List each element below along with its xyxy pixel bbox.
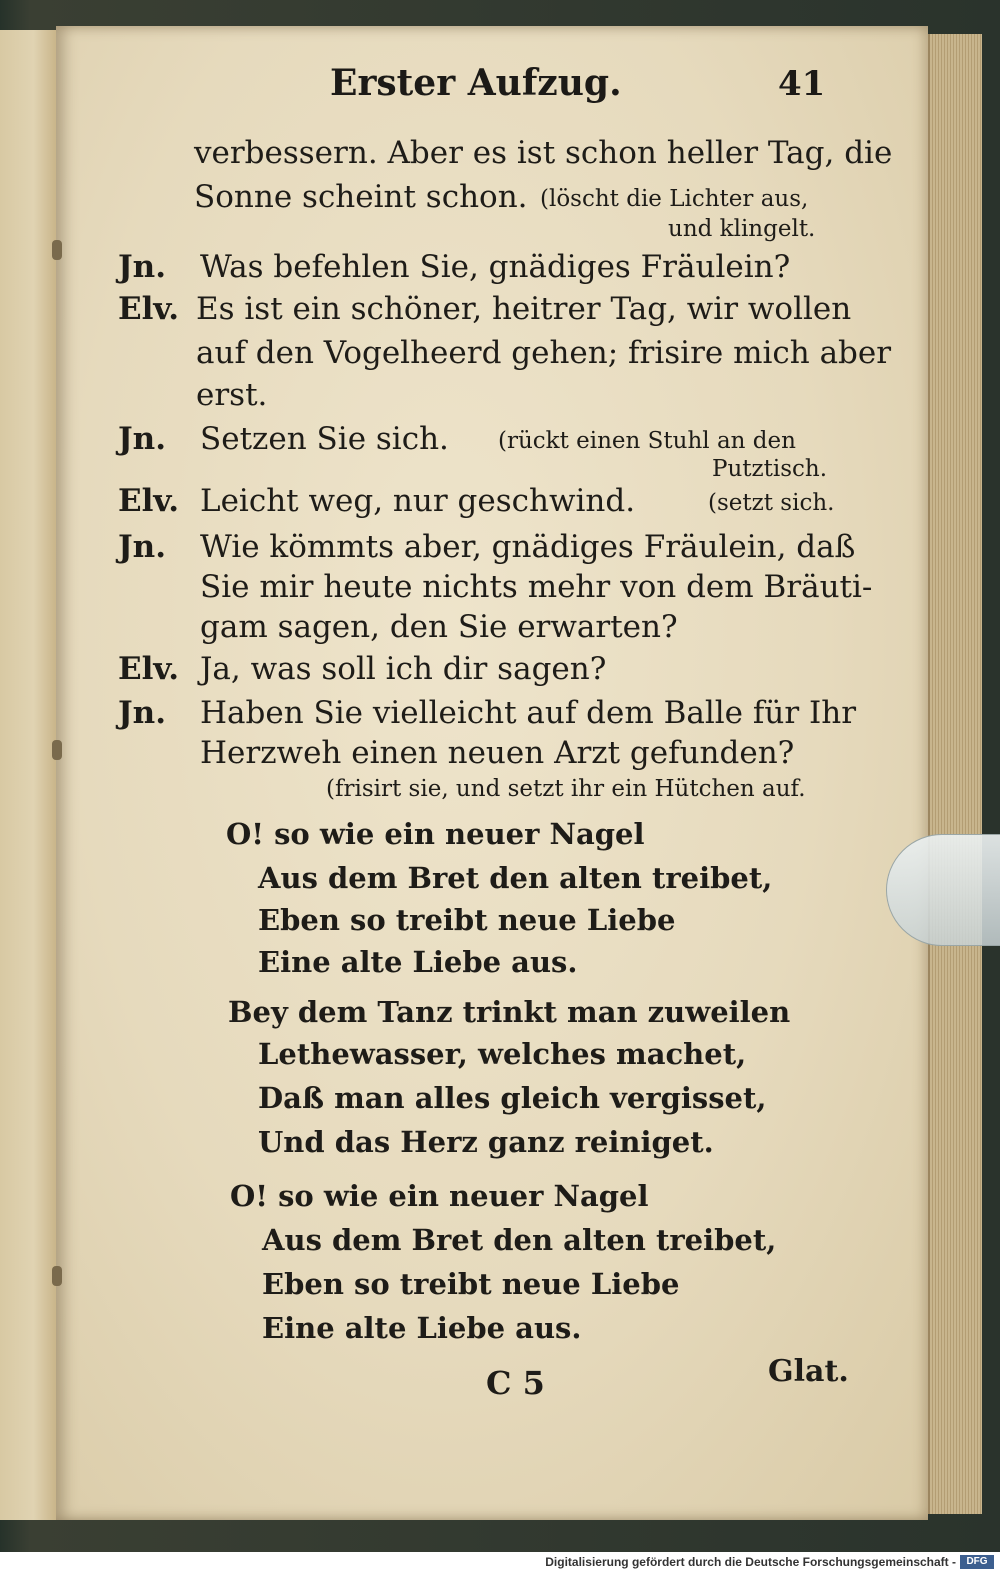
text-line: Ja, was soll ich dir sagen? — [200, 651, 607, 687]
stage-direction: und klingelt. — [668, 216, 816, 242]
speaker-label: Jn. — [118, 249, 166, 285]
page-number: 41 — [778, 64, 826, 104]
speaker-label: Jn. — [118, 529, 166, 565]
speaker-label: Elv. — [118, 291, 180, 327]
stage-direction: Putztisch. — [712, 456, 828, 482]
text-line: erst. — [196, 377, 268, 413]
signature-mark: C 5 — [486, 1364, 545, 1402]
text-line: Es ist ein schöner, heitrer Tag, wir wollen — [196, 291, 852, 327]
stage-direction: (rückt einen Stuhl an den — [498, 428, 796, 454]
verse-line: Eben so treibt neue Liebe — [262, 1267, 680, 1301]
speaker-label: Elv. — [118, 483, 180, 519]
running-title: Erster Aufzug. — [330, 62, 622, 104]
text-line: auf den Vogelheerd gehen; frisire mich aber — [196, 335, 892, 371]
text-line: Leicht weg, nur geschwind. — [200, 483, 636, 519]
text-line: Herzweh einen neuen Arzt gefunden? — [200, 735, 795, 771]
verse-line: O! so wie ein neuer Nagel — [226, 817, 645, 851]
book-clip — [886, 834, 1000, 946]
stage-direction: (setzt sich. — [708, 490, 835, 516]
text-line: Sie mir heute nichts mehr von dem Bräuti- — [200, 569, 873, 605]
verse-line: Lethewasser, welches machet, — [258, 1037, 747, 1071]
binding-thread — [52, 1266, 62, 1286]
binding-thread — [52, 740, 62, 760]
verse-line: Daß man alles gleich vergisset, — [258, 1081, 767, 1115]
stage-direction: (frisirt sie, und setzt ihr ein Hütchen auf. — [326, 776, 806, 802]
dfg-logo-icon: DFG — [960, 1555, 994, 1569]
facing-page-edge — [0, 30, 58, 1520]
stage-direction: (löscht die Lichter aus, — [540, 186, 809, 212]
speaker-label: Jn. — [118, 421, 166, 457]
text-line: gam sagen, den Sie erwarten? — [200, 609, 678, 645]
verse-line: Aus dem Bret den alten treibet, — [262, 1223, 777, 1257]
verse-line: O! so wie ein neuer Nagel — [230, 1179, 649, 1213]
text-line: Setzen Sie sich. — [200, 421, 449, 457]
verse-line: Und das Herz ganz reiniget. — [258, 1125, 714, 1159]
text-line: Was befehlen Sie, gnädiges Fräulein? — [200, 249, 791, 285]
verse-line: Eben so treibt neue Liebe — [258, 903, 676, 937]
text-line: Haben Sie vielleicht auf dem Balle für Ihr — [200, 695, 857, 731]
speaker-label: Elv. — [118, 651, 180, 687]
page-block-edges — [928, 34, 982, 1514]
binding-thread — [52, 240, 62, 260]
text-line: Wie kömmts aber, gnädiges Fräulein, daß — [200, 529, 856, 565]
verse-line: Eine alte Liebe aus. — [262, 1311, 582, 1345]
speaker-label: Jn. — [118, 695, 166, 731]
footer-credit: Digitalisierung gefördert durch die Deutsche Forschungsgemeinschaft - — [545, 1555, 956, 1569]
verse-line: Bey dem Tanz trinkt man zuweilen — [228, 995, 791, 1029]
catchword: Glat. — [768, 1354, 849, 1389]
text-line: Sonne scheint schon. — [194, 179, 528, 215]
verse-line: Eine alte Liebe aus. — [258, 945, 578, 979]
verse-line: Aus dem Bret den alten treibet, — [258, 861, 773, 895]
text-line: verbessern. Aber es ist schon heller Tag, die — [194, 135, 893, 171]
